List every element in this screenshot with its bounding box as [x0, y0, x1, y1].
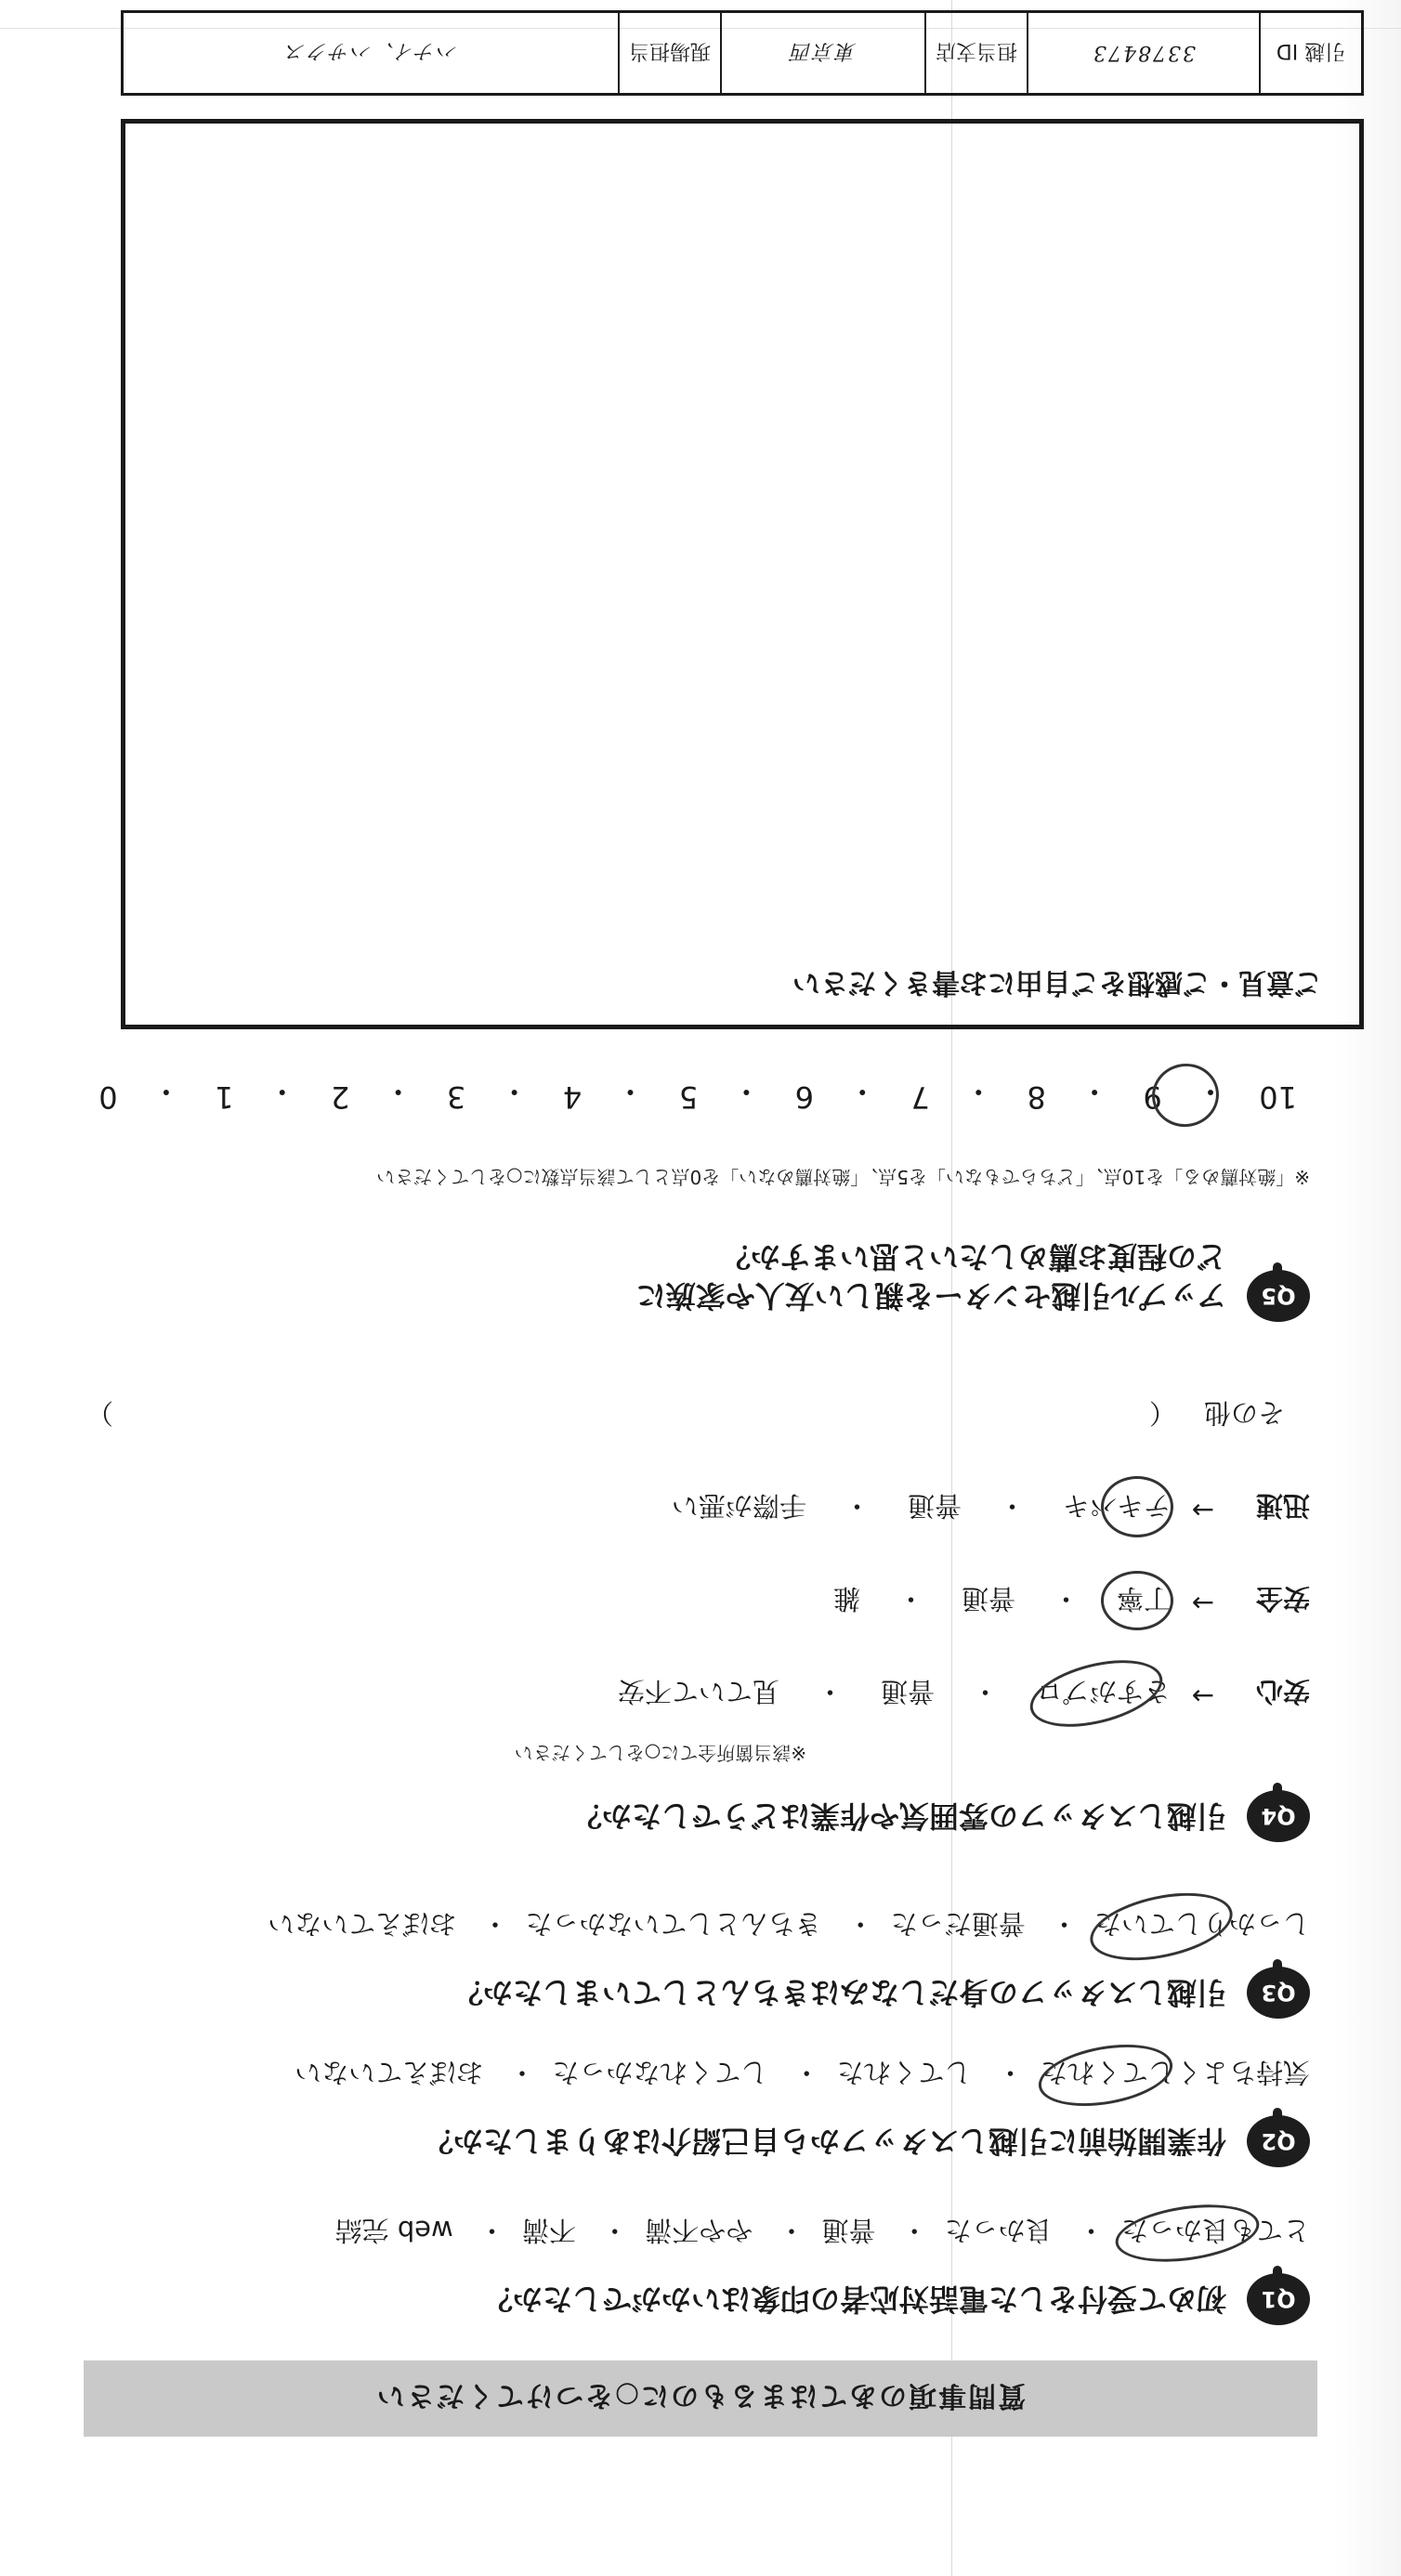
q5-scale-option[interactable]: 4 — [562, 1079, 583, 1115]
q4-other-close: ） — [86, 1397, 114, 1429]
q4-row-label: 安全 — [1255, 1583, 1310, 1615]
id-label: 引越 ID — [1259, 13, 1361, 93]
q4-option[interactable]: 普通 — [907, 1490, 962, 1522]
leader-label: 現場担当 — [618, 13, 720, 93]
q1-options: とても良かった・ 良かった・ 普通・ やや不満・ 不満・ web 完結 — [334, 2215, 1310, 2246]
q1-badge: Q1 — [1247, 2273, 1310, 2325]
q3-option[interactable]: 普通だった — [890, 1908, 1026, 1940]
id-table — [121, 10, 1364, 96]
q5-answer-mark — [1147, 1058, 1224, 1131]
q4-option[interactable]: 丁寧 — [1116, 1583, 1171, 1615]
q1-option[interactable]: とても良かった — [1120, 2215, 1310, 2246]
q2-option[interactable]: 気持ちよくしてくれた — [1040, 2057, 1310, 2088]
q5-note: ※「絶対薦める」を10点、「どちらでもない」を5点、「絶対薦めない」を0点として該当点数に○をしてください — [376, 1166, 1310, 1188]
q1-option[interactable]: web 完結 — [334, 2215, 453, 2246]
q1-option[interactable]: 良かった — [944, 2215, 1053, 2246]
q3-option[interactable]: きちんとしていなかった — [525, 1908, 822, 1940]
leader-value: ハナイ、ハサクス — [283, 39, 458, 63]
q5-scale-option[interactable]: 8 — [1027, 1079, 1046, 1115]
q4-text: 引越しスタッフの雰囲気や作業はどうでしたか？ — [571, 1798, 1226, 1834]
q4-badge: Q4 — [1247, 1790, 1310, 1842]
q4-option[interactable]: さすがプロ — [1035, 1676, 1171, 1707]
arrow-icon: → — [1191, 1495, 1215, 1526]
branch-value: 東京西 — [720, 13, 924, 93]
q4-anzen-answer-mark — [1101, 1571, 1173, 1630]
q5-text-line1: アップル引越センターを親しい友人や家族に — [635, 1278, 1226, 1314]
q3-option[interactable]: おぼえていない — [268, 1908, 457, 1940]
q5-scale-option[interactable]: 3 — [446, 1079, 466, 1115]
q2-options: 気持ちよくしてくれた・ してくれた・ してくれなかった・ おぼえていない — [295, 2057, 1310, 2088]
q4-other-row — [86, 1395, 1285, 1433]
arrow-icon: → — [1191, 1680, 1215, 1712]
q4-option[interactable]: テキパキ — [1062, 1490, 1171, 1522]
q2-badge: Q2 — [1247, 2115, 1310, 2167]
q5-badge: Q5 — [1247, 1270, 1310, 1322]
q2-option[interactable]: おぼえていない — [295, 2057, 484, 2088]
q5-scale-option[interactable]: 5 — [678, 1079, 699, 1115]
q4-option[interactable]: 普通 — [961, 1583, 1015, 1615]
q1-option[interactable]: 不満 — [521, 2215, 576, 2246]
q5-scale: 10 ・ 9 ・ 8 ・ 7 ・ 6 ・ 5 ・ 4 ・ 3 ・ 2 ・ 1 ・ 0 — [98, 1074, 1297, 1115]
q4-row-label: 安心 — [1255, 1676, 1310, 1707]
q4-row-anshin: 安心 → さすがプロ ・ 普通 ・ 見ていて不安 — [617, 1676, 1310, 1712]
q4-row-label: 迅速 — [1255, 1490, 1310, 1522]
header-banner: 質問事項のあてはまるものに○をつけてください — [84, 2360, 1317, 2437]
q4-option[interactable]: 普通 — [880, 1676, 935, 1707]
q3-badge: Q3 — [1247, 1967, 1310, 2019]
q4-option[interactable]: 見ていて不安 — [617, 1676, 779, 1707]
q2-text: 作業開始前に引越しスタッフから自己紹介はありましたか？ — [423, 2124, 1226, 2159]
q5-scale-option[interactable]: 2 — [331, 1079, 350, 1115]
q5-scale-option[interactable]: 1 — [215, 1079, 234, 1115]
q1-option[interactable]: やや不満 — [645, 2215, 753, 2246]
q5-text-line2: どの程度お薦めしたいと思いますか？ — [720, 1239, 1226, 1275]
id-value: 3378473 — [1027, 13, 1259, 93]
q4-note: ※該当箇所全てに○をしてください — [514, 1742, 806, 1764]
q2-answer-mark — [1034, 2035, 1178, 2115]
q5-scale-option[interactable]: 7 — [910, 1079, 930, 1115]
q4-other-open: （ — [1148, 1397, 1176, 1429]
q5-scale-option[interactable]: 9 — [1143, 1079, 1162, 1115]
q4-jinsoku-answer-mark — [1101, 1476, 1173, 1537]
q4-option[interactable]: 手際が悪い — [671, 1490, 806, 1522]
arrow-icon: → — [1191, 1588, 1215, 1619]
q4-other-label: その他 — [1203, 1397, 1285, 1429]
q5-scale-option[interactable]: 6 — [794, 1079, 815, 1115]
q1-option[interactable]: 普通 — [821, 2215, 876, 2246]
q4-other-field[interactable] — [113, 1395, 1149, 1433]
q3-answer-mark — [1084, 1882, 1238, 1972]
q1-text: 初めて受付をした電話対応者の印象はいかがでしたか？ — [482, 2282, 1226, 2317]
q3-text: 引越しスタッフの身だしなみはきちんとしていましたか？ — [452, 1975, 1226, 2010]
q4-anshin-answer-mark — [1023, 1648, 1169, 1738]
q4-row-anzen: 安全 → 丁寧 ・ 普通 ・ 雑 — [832, 1583, 1310, 1619]
q1-answer-mark — [1112, 2196, 1264, 2269]
q2-option[interactable]: してくれなかった — [552, 2057, 768, 2088]
q4-row-jinsoku: 迅速 → テキパキ ・ 普通 ・ 手際が悪い — [671, 1490, 1310, 1526]
q3-options: しっかりしていた・ 普通だった・ きちんとしていなかった・ おぼえていない — [268, 1908, 1310, 1940]
comments-title: ご意見・ご感想をご自由にお書きください — [792, 966, 1322, 999]
q5-scale-option[interactable]: 0 — [98, 1079, 118, 1115]
q2-option[interactable]: してくれた — [836, 2057, 972, 2088]
comments-box[interactable] — [121, 119, 1364, 1029]
q4-option[interactable]: 雑 — [832, 1583, 860, 1615]
q5-scale-option[interactable]: 10 — [1259, 1079, 1297, 1115]
branch-label: 担当支店 — [924, 13, 1027, 93]
q3-option[interactable]: しっかりしていた — [1093, 1908, 1310, 1940]
